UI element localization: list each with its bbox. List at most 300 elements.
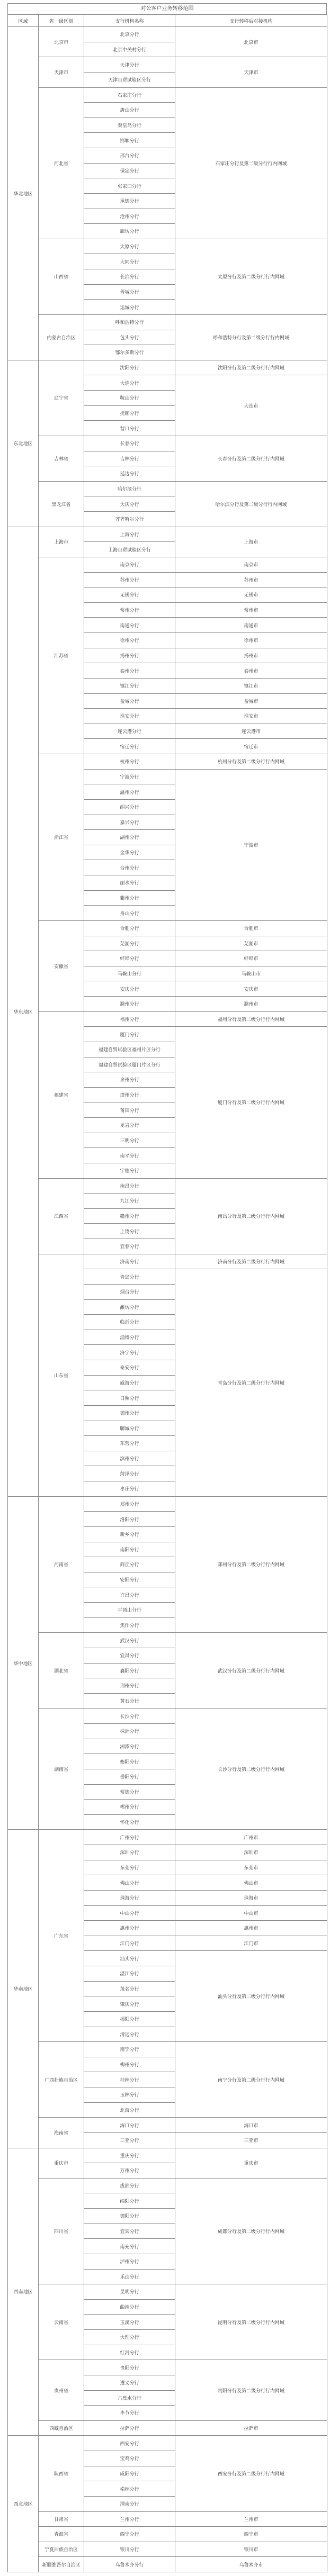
cell-branch: 海口分行 xyxy=(84,2118,175,2133)
cell-branch: 长治分行 xyxy=(84,269,175,285)
cell-branch: 昆明分行 xyxy=(84,2284,175,2300)
cell-branch: 日照分行 xyxy=(84,1390,175,1406)
cell-branch: 南通分行 xyxy=(84,618,175,633)
cell-branch: 齐齐哈尔分行 xyxy=(84,512,175,527)
cell-branch: 太原分行 xyxy=(84,239,175,254)
cell-branch: 泉州分行 xyxy=(84,1072,175,1088)
cell-region: 东北地区 xyxy=(8,360,39,527)
cell-branch: 拉萨分行 xyxy=(84,2420,175,2436)
cell-branch: 榆林分行 xyxy=(84,2481,175,2497)
cell-branch: 抚顺分行 xyxy=(84,405,175,421)
cell-target: 徐州市 xyxy=(175,633,327,648)
cell-target: 泰州市 xyxy=(175,663,327,679)
cell-province: 浙江省 xyxy=(39,754,84,921)
cell-target: 长春分行及第二级分行行内网域 xyxy=(175,436,327,481)
cell-target: 成都分行及第二级分行行内网域 xyxy=(175,2178,327,2284)
cell-target: 青岛分行及第二级分行行内网域 xyxy=(175,1269,327,1496)
table-row xyxy=(8,2148,327,2163)
table-row xyxy=(8,57,327,73)
cell-branch: 武汉分行 xyxy=(84,1633,175,1648)
cell-province: 海南省 xyxy=(39,2118,84,2148)
cell-branch: 商丘分行 xyxy=(84,1557,175,1572)
table-row xyxy=(8,239,327,254)
cell-branch: 怀化分行 xyxy=(84,1814,175,1830)
cell-target: 三亚市 xyxy=(175,2132,327,2148)
cell-branch: 许昌分行 xyxy=(84,1587,175,1603)
cell-branch: 运城分行 xyxy=(84,300,175,315)
cell-branch: 遵义分行 xyxy=(84,2375,175,2390)
cell-branch: 南京分行 xyxy=(84,557,175,572)
cell-branch: 张家口分行 xyxy=(84,178,175,194)
cell-branch: 青岛分行 xyxy=(84,1269,175,1285)
cell-branch: 绍兴分行 xyxy=(84,799,175,815)
cell-branch: 乐山分行 xyxy=(84,2269,175,2284)
cell-branch: 盐城分行 xyxy=(84,693,175,709)
cell-branch: 郴州分行 xyxy=(84,1800,175,1815)
cell-branch: 湘潭分行 xyxy=(84,1739,175,1754)
cell-branch: 佛山分行 xyxy=(84,1875,175,1891)
cell-branch: 洛阳分行 xyxy=(84,1512,175,1527)
cell-branch: 宜春分行 xyxy=(84,1239,175,1254)
cell-branch: 惠州分行 xyxy=(84,1921,175,1936)
cell-province: 四川省 xyxy=(39,2178,84,2284)
cell-branch: 邯郸分行 xyxy=(84,133,175,148)
cell-branch: 厦门分行 xyxy=(84,1027,175,1042)
cell-branch: 上饶分行 xyxy=(84,1224,175,1239)
cell-branch: 上海自贸试验区分行 xyxy=(84,542,175,557)
cell-province: 福建省 xyxy=(39,1011,84,1178)
cell-branch: 北京分行 xyxy=(84,27,175,42)
cell-branch: 镇江分行 xyxy=(84,678,175,693)
cell-branch: 曲靖分行 xyxy=(84,2299,175,2315)
cell-branch: 银川分行 xyxy=(84,2542,175,2557)
cell-province: 西藏自治区 xyxy=(39,2420,84,2436)
table-row xyxy=(8,436,327,451)
cell-target: 广州市 xyxy=(175,1830,327,1845)
cell-target: 海口市 xyxy=(175,2118,327,2133)
cell-branch: 南昌分行 xyxy=(84,1178,175,1194)
table-row xyxy=(8,1254,327,1269)
cell-branch: 宜宾分行 xyxy=(84,2224,175,2239)
cell-branch: 衡阳分行 xyxy=(84,1754,175,1769)
cell-branch: 安庆分行 xyxy=(84,981,175,997)
cell-branch: 哈尔滨分行 xyxy=(84,481,175,496)
cell-target: 西安分行及第二级分行行内网域 xyxy=(175,2436,327,2511)
cell-region: 华东地区 xyxy=(8,527,39,1496)
cell-branch: 清远分行 xyxy=(84,2027,175,2042)
table-row xyxy=(8,2542,327,2557)
cell-branch: 珠海分行 xyxy=(84,1890,175,1905)
cell-target: 滁州市 xyxy=(175,997,327,1012)
cell-region: 华中地区 xyxy=(8,1496,39,1830)
cell-province: 新疆维吾尔自治区 xyxy=(39,2557,84,2572)
cell-branch: 南充分行 xyxy=(84,2239,175,2254)
cell-branch: 承德分行 xyxy=(84,193,175,209)
cell-branch: 新乡分行 xyxy=(84,1526,175,1542)
cell-region: 华南地区 xyxy=(8,1830,39,2148)
cell-branch: 合肥分行 xyxy=(84,920,175,936)
header-region: 区域 xyxy=(8,15,39,27)
cell-target: 南宁分行及第二级分行行内网域 xyxy=(175,2042,327,2118)
table-row xyxy=(8,527,327,542)
cell-branch: 宿迁分行 xyxy=(84,739,175,754)
cell-branch: 玉林分行 xyxy=(84,2087,175,2103)
cell-branch: 蚌埠分行 xyxy=(84,951,175,966)
table-row xyxy=(8,2178,327,2193)
cell-branch: 鞍山分行 xyxy=(84,391,175,406)
cell-branch: 莆田分行 xyxy=(84,1102,175,1118)
cell-branch: 龙岩分行 xyxy=(84,1118,175,1133)
cell-branch: 常州分行 xyxy=(84,602,175,618)
cell-branch: 滁州分行 xyxy=(84,997,175,1012)
cell-target: 太原分行及第二级分行行内网域 xyxy=(175,239,327,314)
cell-province: 吉林省 xyxy=(39,436,84,481)
cell-branch: 唐山分行 xyxy=(84,103,175,118)
table-row xyxy=(8,2436,327,2451)
cell-branch: 焦作分行 xyxy=(84,1617,175,1633)
cell-branch: 西宁分行 xyxy=(84,2527,175,2542)
header-branch: 支行机构名称 xyxy=(84,15,175,27)
cell-target: 昆明分行及第二级分行行内网域 xyxy=(175,2284,327,2360)
cell-branch: 大理分行 xyxy=(84,2330,175,2345)
cell-branch: 威海分行 xyxy=(84,1375,175,1390)
cell-branch: 乌鲁木齐分行 xyxy=(84,2557,175,2572)
cell-branch: 秦皇岛分行 xyxy=(84,117,175,133)
cell-branch: 石家庄分行 xyxy=(84,87,175,103)
cell-branch: 揭阳分行 xyxy=(84,2011,175,2027)
cell-branch: 宝鸡分行 xyxy=(84,2451,175,2466)
table-row xyxy=(8,2511,327,2527)
cell-branch: 咸阳分行 xyxy=(84,2466,175,2481)
cell-branch: 宁德分行 xyxy=(84,1163,175,1178)
cell-target: 芜湖市 xyxy=(175,936,327,951)
cell-branch: 湖州分行 xyxy=(84,830,175,845)
cell-target: 大连市 xyxy=(175,375,327,436)
table-row xyxy=(8,2527,327,2542)
cell-province: 江西省 xyxy=(39,1178,84,1254)
cell-branch: 万州分行 xyxy=(84,2163,175,2179)
cell-branch: 柳州分行 xyxy=(84,2057,175,2072)
cell-target: 汕头分行及第二级分行行内网域 xyxy=(175,1951,327,2042)
cell-branch: 东营分行 xyxy=(84,1436,175,1451)
cell-province: 辽宁省 xyxy=(39,360,84,436)
cell-target: 厦门分行及第二级分行行内网域 xyxy=(175,1027,327,1178)
cell-province: 陕西省 xyxy=(39,2436,84,2511)
cell-branch: 福建自贸试验区厦门片区分行 xyxy=(84,1057,175,1072)
cell-province: 贵州省 xyxy=(39,2360,84,2421)
cell-branch: 兰州分行 xyxy=(84,2511,175,2527)
cell-branch: 呼和浩特分行 xyxy=(84,314,175,330)
cell-province: 山东省 xyxy=(39,1254,84,1496)
cell-branch: 邢台分行 xyxy=(84,148,175,164)
cell-province: 山西省 xyxy=(39,239,84,314)
cell-branch: 上海分行 xyxy=(84,527,175,542)
cell-province: 内蒙古自治区 xyxy=(39,314,84,360)
cell-branch: 北海分行 xyxy=(84,2102,175,2118)
cell-branch: 晋城分行 xyxy=(84,284,175,300)
cell-branch: 济宁分行 xyxy=(84,1345,175,1360)
cell-branch: 湛江分行 xyxy=(84,1966,175,1982)
cell-target: 乌鲁木齐市 xyxy=(175,2557,327,2572)
cell-branch: 临沂分行 xyxy=(84,1315,175,1330)
cell-branch: 金华分行 xyxy=(84,845,175,860)
cell-branch: 汕头分行 xyxy=(84,1951,175,1966)
cell-region: 西北地区 xyxy=(8,2436,39,2572)
cell-target: 蚌埠市 xyxy=(175,951,327,966)
cell-branch: 南阳分行 xyxy=(84,1542,175,1557)
table-row xyxy=(8,27,327,42)
cell-target: 上海市 xyxy=(175,527,327,557)
cell-province: 广西壮族自治区 xyxy=(39,2042,84,2118)
cell-province: 云南省 xyxy=(39,2284,84,2360)
table-row xyxy=(8,1830,327,1845)
cell-target: 福州分行及第二级分行行内网域 xyxy=(175,1011,327,1027)
cell-target: 宁波市 xyxy=(175,769,327,920)
cell-target: 武汉分行及第二级分行行内网域 xyxy=(175,1633,327,1709)
cell-target: 安庆市 xyxy=(175,981,327,997)
cell-branch: 西安分行 xyxy=(84,2436,175,2451)
cell-branch: 大庆分行 xyxy=(84,496,175,512)
cell-target: 西宁市 xyxy=(175,2527,327,2542)
cell-branch: 潍坊分行 xyxy=(84,1299,175,1315)
cell-target: 兰州市 xyxy=(175,2511,327,2527)
cell-target: 贵阳分行及第二级分行行内网域 xyxy=(175,2360,327,2421)
table-row xyxy=(8,481,327,496)
cell-branch: 绵阳分行 xyxy=(84,2193,175,2209)
cell-branch: 营口分行 xyxy=(84,421,175,436)
cell-province: 广东省 xyxy=(39,1830,84,2042)
branch-table xyxy=(7,14,327,2572)
cell-branch: 三明分行 xyxy=(84,1133,175,1148)
cell-branch: 芜湖分行 xyxy=(84,936,175,951)
cell-target: 合肥市 xyxy=(175,920,327,936)
cell-target: 济南分行及第二级分行行内网域 xyxy=(175,1254,327,1269)
cell-target: 南通市 xyxy=(175,618,327,633)
cell-target: 苏州市 xyxy=(175,572,327,587)
cell-branch: 岳阳分行 xyxy=(84,1769,175,1784)
cell-branch: 廊坊分行 xyxy=(84,224,175,239)
cell-branch: 沧州分行 xyxy=(84,209,175,224)
cell-branch: 德阳分行 xyxy=(84,2209,175,2224)
cell-branch: 马鞍山分行 xyxy=(84,966,175,981)
cell-target: 盐城市 xyxy=(175,693,327,709)
table-row xyxy=(8,2042,327,2057)
cell-target: 石家庄分行及第二级分行行内网域 xyxy=(175,87,327,239)
cell-branch: 泰安分行 xyxy=(84,1360,175,1376)
table-row xyxy=(8,2284,327,2300)
cell-target: 珠海市 xyxy=(175,1890,327,1905)
cell-province: 湖北省 xyxy=(39,1633,84,1709)
cell-branch: 长沙分行 xyxy=(84,1709,175,1724)
cell-target: 佛山市 xyxy=(175,1875,327,1891)
table-row xyxy=(8,2118,327,2133)
cell-target: 镇江市 xyxy=(175,678,327,693)
cell-province: 重庆市 xyxy=(39,2148,84,2178)
cell-target: 东莞市 xyxy=(175,1860,327,1875)
cell-target: 中山市 xyxy=(175,1905,327,1921)
cell-target: 惠州市 xyxy=(175,1921,327,1936)
cell-target: 深圳市 xyxy=(175,1845,327,1860)
cell-region: 华北地区 xyxy=(8,27,39,360)
table-row xyxy=(8,1496,327,1512)
table-row xyxy=(8,87,327,103)
table-row xyxy=(8,1178,327,1194)
cell-branch: 东莞分行 xyxy=(84,1860,175,1875)
cell-target: 杭州分行及第二级分行行内网域 xyxy=(175,754,327,770)
cell-branch: 平顶山分行 xyxy=(84,1603,175,1618)
cell-branch: 鄂尔多斯分行 xyxy=(84,345,175,360)
cell-province: 天津市 xyxy=(39,57,84,87)
cell-province: 北京市 xyxy=(39,27,84,57)
cell-branch: 大同分行 xyxy=(84,254,175,269)
cell-branch: 玉溪分行 xyxy=(84,2315,175,2330)
cell-branch: 烟台分行 xyxy=(84,1284,175,1299)
cell-branch: 安阳分行 xyxy=(84,1572,175,1587)
cell-branch: 淄博分行 xyxy=(84,1330,175,1345)
cell-branch: 滨州分行 xyxy=(84,1451,175,1466)
cell-branch: 福建自贸试验区福州片区分行 xyxy=(84,1042,175,1057)
cell-branch: 济南分行 xyxy=(84,1254,175,1269)
cell-target: 无锡市 xyxy=(175,587,327,603)
table-row xyxy=(8,754,327,770)
cell-branch: 重庆分行 xyxy=(84,2148,175,2163)
cell-branch: 肇庆分行 xyxy=(84,1996,175,2012)
cell-branch: 延边分行 xyxy=(84,466,175,482)
cell-branch: 台州分行 xyxy=(84,860,175,875)
cell-branch: 南宁分行 xyxy=(84,2042,175,2057)
cell-branch: 长春分行 xyxy=(84,436,175,451)
cell-target: 拉萨市 xyxy=(175,2420,327,2436)
cell-branch: 无锡分行 xyxy=(84,587,175,603)
cell-target: 淮安市 xyxy=(175,709,327,724)
table-row xyxy=(8,360,327,375)
cell-target: 宿迁市 xyxy=(175,739,327,754)
cell-branch: 衢州分行 xyxy=(84,890,175,906)
cell-branch: 黄石分行 xyxy=(84,1693,175,1709)
cell-branch: 赣州分行 xyxy=(84,1208,175,1224)
table-row xyxy=(8,2557,327,2572)
table-row xyxy=(8,920,327,936)
cell-target: 南昌分行及第二级分行行内网域 xyxy=(175,1178,327,1254)
cell-branch: 茂名分行 xyxy=(84,1981,175,1996)
cell-province: 湖南省 xyxy=(39,1709,84,1830)
cell-branch: 六盘水分行 xyxy=(84,2390,175,2406)
cell-branch: 舟山分行 xyxy=(84,906,175,921)
cell-target: 江门市 xyxy=(175,1936,327,1951)
cell-target: 常州市 xyxy=(175,602,327,618)
cell-branch: 深圳分行 xyxy=(84,1845,175,1860)
cell-branch: 聊城分行 xyxy=(84,1421,175,1436)
cell-province: 河北省 xyxy=(39,87,84,239)
cell-branch: 丽水分行 xyxy=(84,875,175,891)
cell-branch: 扬州分行 xyxy=(84,648,175,663)
table-header-row xyxy=(8,15,327,27)
cell-branch: 杭州分行 xyxy=(84,754,175,770)
table-row xyxy=(8,2420,327,2436)
cell-branch: 大连分行 xyxy=(84,375,175,391)
cell-branch: 泸州分行 xyxy=(84,2254,175,2269)
cell-province: 河南省 xyxy=(39,1496,84,1633)
header-province: 省一级区划 xyxy=(39,15,84,27)
cell-branch: 毕节分行 xyxy=(84,2406,175,2421)
cell-branch: 天津分行 xyxy=(84,57,175,73)
cell-branch: 中山分行 xyxy=(84,1905,175,1921)
table-row xyxy=(8,2360,327,2375)
table-row xyxy=(8,314,327,330)
cell-branch: 宜昌分行 xyxy=(84,1648,175,1663)
cell-branch: 沈阳分行 xyxy=(84,360,175,375)
cell-branch: 温州分行 xyxy=(84,784,175,800)
table-row xyxy=(8,1709,327,1724)
cell-branch: 泰州分行 xyxy=(84,663,175,679)
cell-province: 甘肃省 xyxy=(39,2511,84,2527)
cell-target: 呼和浩特分行及第二级分行行内网域 xyxy=(175,314,327,360)
cell-target: 重庆市 xyxy=(175,2148,327,2178)
cell-target: 长沙分行及第二级分行行内网域 xyxy=(175,1709,327,1830)
cell-branch: 江门分行 xyxy=(84,1936,175,1951)
cell-branch: 徐州分行 xyxy=(84,633,175,648)
cell-target: 北京市 xyxy=(175,27,327,57)
cell-branch: 荆州分行 xyxy=(84,1678,175,1694)
cell-branch: 红河分行 xyxy=(84,2345,175,2360)
cell-branch: 北京中关村分行 xyxy=(84,42,175,57)
cell-branch: 连云港分行 xyxy=(84,724,175,739)
cell-target: 南京市 xyxy=(175,557,327,572)
cell-branch: 福州分行 xyxy=(84,1011,175,1027)
cell-branch: 苏州分行 xyxy=(84,572,175,587)
cell-branch: 成都分行 xyxy=(84,2178,175,2193)
cell-province: 宁夏回族自治区 xyxy=(39,2542,84,2557)
cell-target: 郑州分行及第二级分行行内网域 xyxy=(175,1496,327,1633)
table-row xyxy=(8,557,327,572)
cell-target: 沈阳分行及第二级分行行内网域 xyxy=(175,360,327,375)
cell-branch: 广州分行 xyxy=(84,1830,175,1845)
cell-branch: 菏泽分行 xyxy=(84,1466,175,1481)
cell-branch: 吉林分行 xyxy=(84,451,175,466)
cell-branch: 宁波分行 xyxy=(84,769,175,784)
cell-province: 黑龙江省 xyxy=(39,481,84,527)
cell-province: 上海市 xyxy=(39,527,84,557)
cell-branch: 包头分行 xyxy=(84,330,175,345)
cell-branch: 漳州分行 xyxy=(84,1087,175,1102)
cell-branch: 渭南分行 xyxy=(84,2496,175,2511)
cell-target: 天津市 xyxy=(175,57,327,87)
table-row xyxy=(8,1011,327,1027)
cell-province: 青海省 xyxy=(39,2527,84,2542)
cell-target: 银川市 xyxy=(175,2542,327,2557)
cell-region: 西南地区 xyxy=(8,2148,39,2436)
cell-branch: 株洲分行 xyxy=(84,1724,175,1739)
cell-target: 连云港市 xyxy=(175,724,327,739)
cell-branch: 枣庄分行 xyxy=(84,1481,175,1497)
header-target: 支行转移后对接机构 xyxy=(175,15,327,27)
cell-branch: 桂林分行 xyxy=(84,2072,175,2087)
cell-branch: 贵阳分行 xyxy=(84,2360,175,2375)
cell-branch: 三亚分行 xyxy=(84,2132,175,2148)
cell-province: 江苏省 xyxy=(39,557,84,754)
cell-branch: 南平分行 xyxy=(84,1148,175,1163)
cell-branch: 保定分行 xyxy=(84,163,175,178)
cell-branch: 天津自贸试验区分行 xyxy=(84,72,175,87)
cell-branch: 襄阳分行 xyxy=(84,1663,175,1678)
table-row xyxy=(8,1633,327,1648)
cell-branch: 淮安分行 xyxy=(84,709,175,724)
table-caption: 对公客户业务转移范围 xyxy=(7,3,327,15)
cell-branch: 嘉兴分行 xyxy=(84,815,175,830)
cell-province: 安徽省 xyxy=(39,920,84,1011)
cell-target: 哈尔滨分行及第二级分行行内网域 xyxy=(175,481,327,527)
cell-target: 马鞍山市 xyxy=(175,966,327,981)
